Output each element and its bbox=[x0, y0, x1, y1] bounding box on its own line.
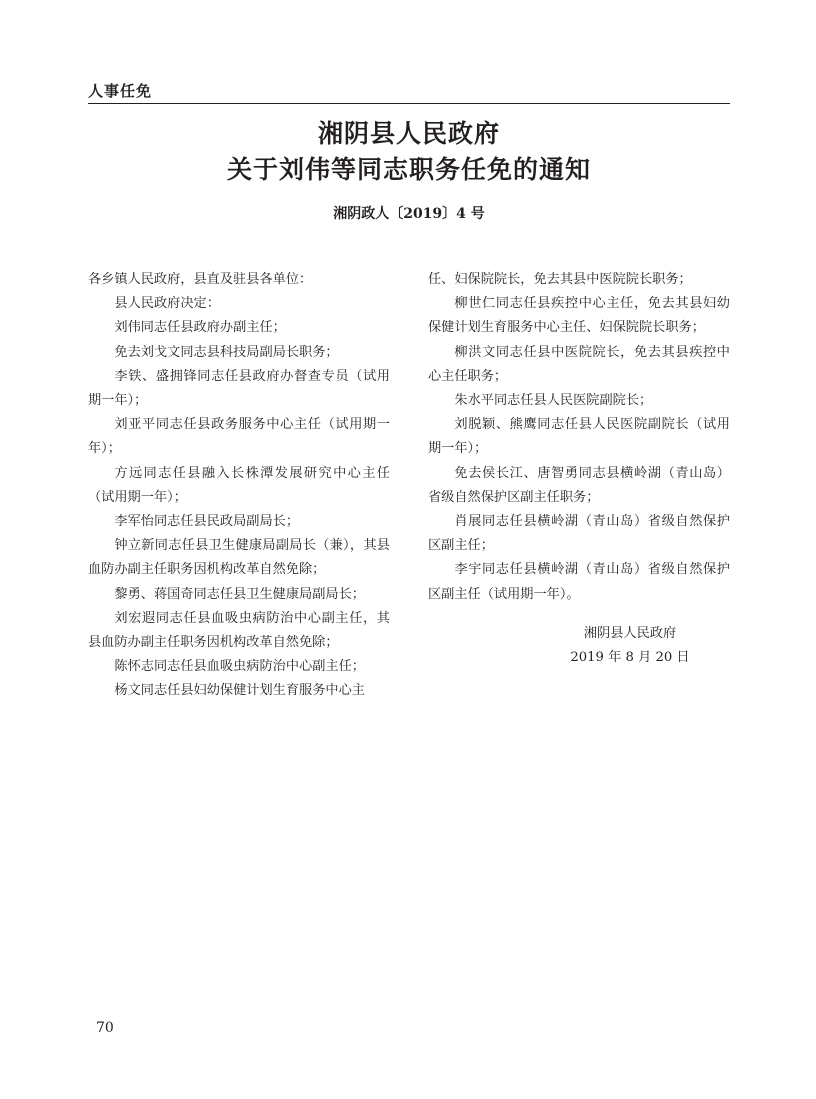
salutation: 各乡镇人民政府，县直及驻县各单位： bbox=[88, 272, 313, 287]
paragraph: 杨文同志任县妇幼保健计划生育服务中心主 bbox=[114, 683, 365, 699]
paragraph: 方远同志任县融入长株潭发展研究中心主任（试用期一年）； bbox=[88, 465, 390, 505]
paragraph: 免去侯长江、唐智勇同志县横岭湖（青山岛）省级自然保护区副主任职务； bbox=[428, 465, 730, 505]
signature-organization: 湘阴县人民政府 bbox=[583, 626, 677, 641]
right-column bbox=[428, 268, 730, 607]
paragraph: 免去刘戈文同志县科技局副局长职务； bbox=[114, 344, 339, 360]
paragraph: 李宇同志任县横岭湖（青山岛）省级自然保护区副主任（试用期一年）。 bbox=[428, 562, 730, 602]
paragraph: 黎勇、蒋国奇同志任县卫生健康局副局长； bbox=[114, 586, 365, 602]
paragraph: 李铁、盛拥锋同志任县政府办督查专员（试用期一年）； bbox=[88, 368, 390, 409]
document-title-line1: 湘阴县人民政府 bbox=[317, 119, 500, 148]
paragraph-continuation: 任、妇保院院长，免去其县中医院院长职务； bbox=[428, 272, 692, 287]
paragraph: 柳世仁同志任县疾控中心主任，免去其县妇幼保健计划生育服务中心主任、妇保院院长职务； bbox=[428, 296, 730, 336]
section-label: 人事任免 bbox=[88, 82, 153, 100]
left-column bbox=[88, 268, 390, 704]
paragraph: 柳洪文同志任县中医院院长，免去其县疾控中心主任职务； bbox=[428, 344, 730, 384]
paragraph: 刘伟同志任县政府办副主任； bbox=[114, 320, 286, 336]
paragraph: 县人民政府决定： bbox=[114, 296, 220, 312]
paragraph: 刘脱颖、熊鹰同志任县人民医院副院长（试用期一年）； bbox=[428, 417, 730, 457]
paragraph: 陈怀志同志任县血吸虫病防治中心副主任； bbox=[114, 659, 365, 675]
paragraph: 钟立新同志任县卫生健康局副局长（兼），其县血防办副主任职务因机构改革自然免除； bbox=[88, 538, 390, 578]
paragraph: 李军怡同志任县民政局副局长； bbox=[114, 514, 300, 530]
paragraph: 肖展同志任县横岭湖（青山岛）省级自然保护区副主任； bbox=[428, 514, 730, 554]
document-number: 湘阴政人〔2019〕4 号 bbox=[333, 206, 485, 222]
paragraph: 刘亚平同志任县政务服务中心主任（试用期一年）； bbox=[88, 417, 390, 457]
paragraph: 朱水平同志任县人民医院副院长； bbox=[454, 393, 653, 409]
document-title-line2: 关于刘伟等同志职务任免的通知 bbox=[226, 155, 591, 184]
signature-date: 2019 年 8 月 20 日 bbox=[570, 650, 690, 665]
paragraph: 刘宏遐同志任县血吸虫病防治中心副主任，其县血防办副主任职务因机构改革自然免除； bbox=[88, 610, 390, 651]
page-number: 70 bbox=[96, 1020, 114, 1036]
header-divider bbox=[88, 103, 730, 104]
